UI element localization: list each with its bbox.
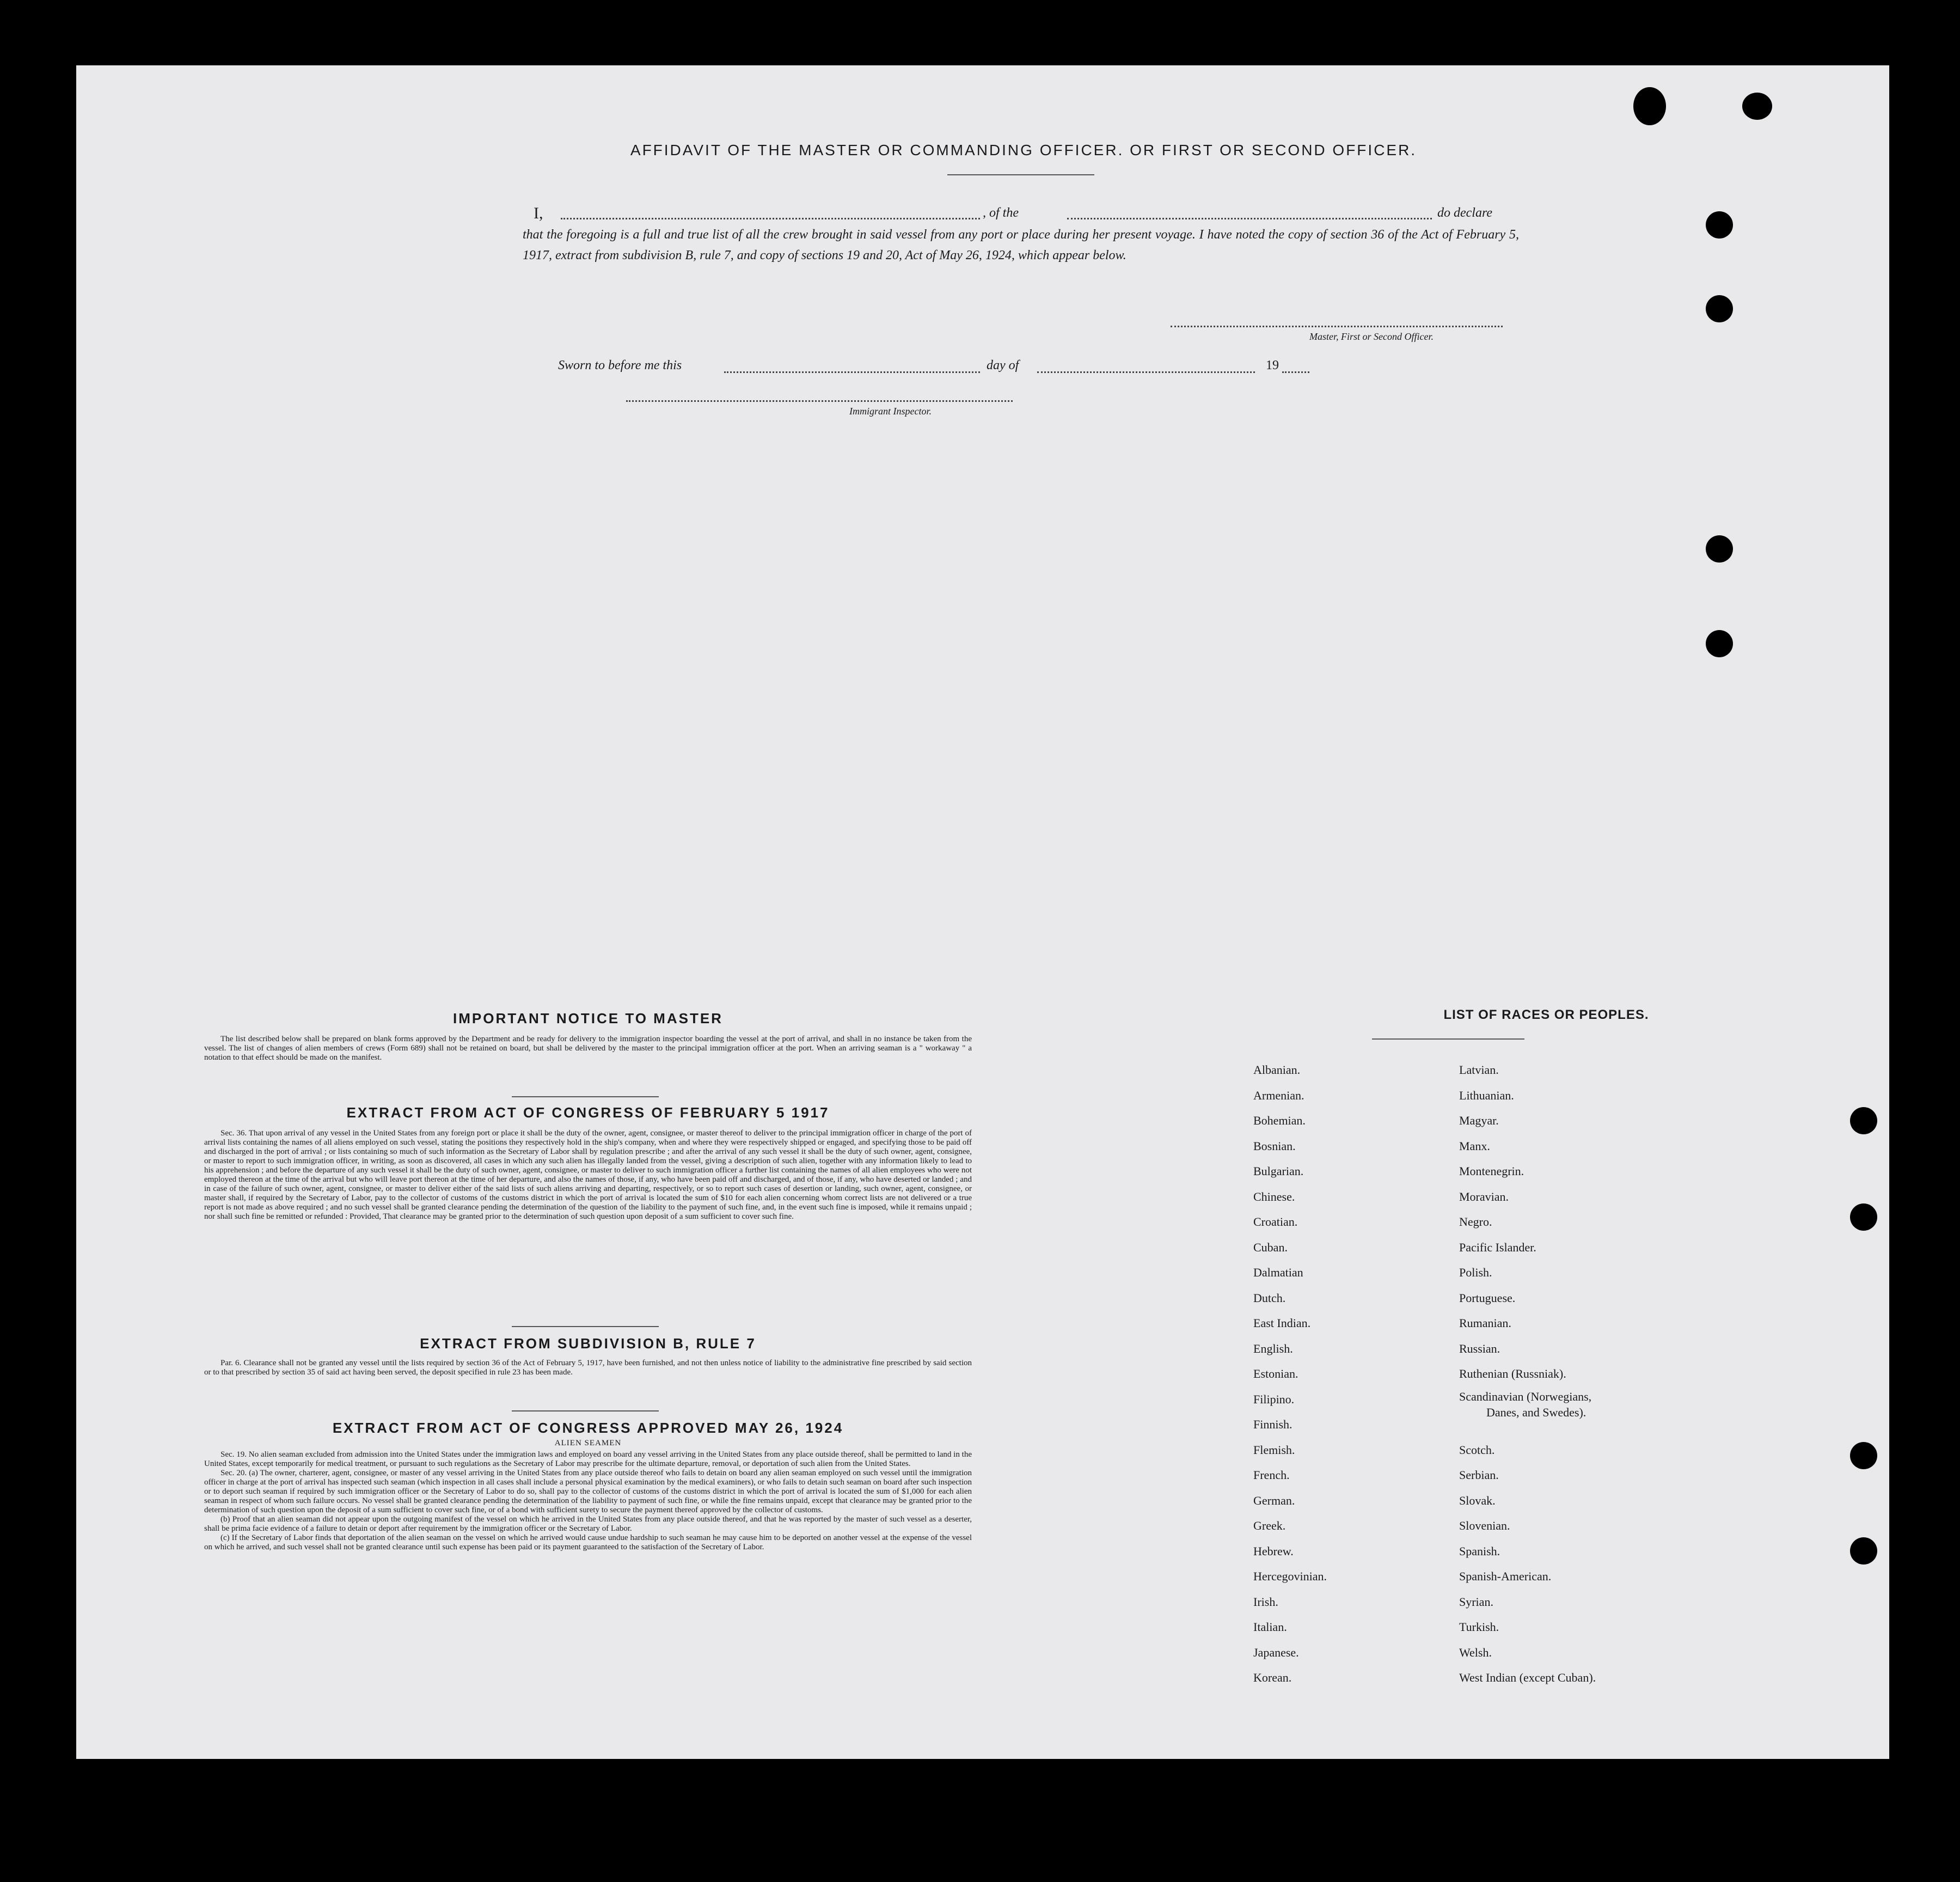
race-item-continuation: Danes, and Swedes). (1486, 1405, 1587, 1419)
race-item: Rumanian. (1459, 1316, 1511, 1330)
race-item: Montenegrin. (1459, 1164, 1524, 1178)
section-divider (512, 1326, 659, 1327)
race-item: Syrian. (1459, 1594, 1493, 1609)
race-item: Moravian. (1459, 1189, 1509, 1203)
sec19-text: Sec. 19. No alien seaman excluded from admission into the United States under the immigration laws and employed on board any vessel arriving in the United States from any place outside thereof, shall be permitted to land in the United States, except temporarily for medical treatment, or pursuant to such regulations as the Secretary of Labor may prescribe for the ultimate departure, removal, or deportation of such alien from the United States. (204, 1450, 972, 1468)
extract-1917-title: EXTRACT FROM ACT OF CONGRESS OF FEBRUARY 5 1917 (346, 1104, 830, 1121)
punch-hole (1742, 93, 1772, 120)
race-item: Dutch. (1253, 1291, 1286, 1305)
sworn-day-field[interactable] (724, 371, 980, 373)
race-item: French. (1253, 1468, 1290, 1482)
of-the-text: , of the (983, 206, 1019, 220)
notice-text: The list described below shall be prepared on blank forms approved by the Department and be ready for delivery to the immigration inspector boarding the vessel at the port of arrival, and shall in no instance be taken from the vessel. The list of changes of alien members of crews (Form 689) shall not be retained on board, but shall be delivered by the master to the principal immigration officer at the port. When an arriving seaman is a " workaway " a notation to that effect should be made on the manifest. (204, 1035, 972, 1062)
declarant-name-field[interactable] (561, 218, 980, 219)
race-item: Spanish-American. (1459, 1569, 1552, 1583)
race-item: West Indian (except Cuban). (1459, 1671, 1596, 1684)
race-item: Bosnian. (1253, 1139, 1296, 1153)
punch-hole (1850, 1537, 1877, 1565)
extract-rule7-section (204, 1335, 972, 1377)
race-item: Latvian. (1459, 1063, 1499, 1077)
extract-1917-text: Sec. 36. That upon arrival of any vessel in the United States from any foreign port or place it shall be the duty of the owner, agent, consignee, or master thereof to deliver to the principal immigration officer in charge of the port of arrival lists containing the names of all aliens employed on such vessel, stating the positions they respectively hold in the ship's company, when and where they were respectively shipped or engaged, and specifying those to be paid off and discharged in the port of arrival ; or lists containing so much of such information as the Secretary of Labor shall by regulation prescribe ; and after the arrival of any such vessel it shall be the duty of such owner, agent, consignee, or master to report to such immigration officer, in writing, as soon as discovered, all cases in which any such alien has illegally landed from the vessel, giving a description of such alien, together with any information likely to lead to his apprehension ; and before the departure of any such vessel it shall be the duty of such owner, agent, consignee, or master to deliver to such immigration officer a further list containing the names of all alien employees who were not employed thereon at the time of the arrival but who will leave port thereon at the time of her departure, and also the names of those, if any, who have been paid off and discharged, and of those, if any, who have deserted or landed ; and in case of the failure of such owner, agent, consignee, or master to deliver either of the said lists of such aliens arriving and departing, respectively, or so to report such cases of desertion or landing, such owner, agent, consignee, or master shall, if required by the Secretary of Labor, pay to the collector of customs of the customs district in which the port of arrival is located the sum of $10 for each alien concerning whom correct lists are not delivered or a true report is not made as above required ; and no such vessel shall be granted clearance pending the determination of the question of the liability to the payment of such fine, and, in the event such fine is imposed, while it remains unpaid ; nor shall such fine be remitted or refunded : Provided, That clearance may be granted prior to the determination of such question upon deposit of a sum sufficient to cover such fine. (204, 1129, 972, 1221)
race-item: Hebrew. (1253, 1544, 1294, 1558)
document-sheet (76, 65, 1889, 1759)
punch-hole (1850, 1107, 1877, 1134)
race-item: Slovak. (1459, 1493, 1496, 1507)
do-declare-text: do declare (1437, 206, 1493, 220)
race-item: Cuban. (1253, 1240, 1288, 1254)
race-item: Bulgarian. (1253, 1164, 1304, 1178)
affidavit-declaration-line (534, 204, 1519, 223)
race-item: Polish. (1459, 1266, 1492, 1279)
inspector-signature-field[interactable] (626, 400, 1013, 402)
punch-hole (1706, 535, 1733, 563)
race-item: Estonian. (1253, 1367, 1298, 1380)
race-item: Manx. (1459, 1139, 1490, 1153)
extract-1917-section (204, 1104, 972, 1221)
section-divider (512, 1410, 659, 1412)
punch-hole (1706, 630, 1733, 657)
notice-title: IMPORTANT NOTICE TO MASTER (453, 1010, 723, 1026)
race-item: Slovenian. (1459, 1519, 1510, 1532)
race-item: Serbian. (1459, 1468, 1499, 1482)
sec20b-text: (b) Proof that an alien seaman did not appear upon the outgoing manifest of the vessel on which he arrived in the United States from any place outside thereof, and that he was reported by the master of such vessel as a deserter, shall be prima facie evidence of a failure to detain or deport after requirement by the immigration officer or the Secretary of Labor. (204, 1515, 972, 1533)
declarant-prefix: I, (534, 204, 543, 222)
race-item: Spanish. (1459, 1544, 1500, 1558)
extract-1924-title: EXTRACT FROM ACT OF CONGRESS APPROVED MAY 26, 1924 (332, 1420, 844, 1436)
race-item: East Indian. (1253, 1316, 1311, 1330)
extract-rule7-title: EXTRACT FROM SUBDIVISION B, RULE 7 (420, 1335, 756, 1352)
race-item: Dalmatian (1253, 1266, 1303, 1279)
race-item: Turkish. (1459, 1620, 1499, 1634)
race-item: Scotch. (1459, 1443, 1495, 1457)
races-title-underline (1372, 1038, 1524, 1040)
race-item: Ruthenian (Russniak). (1459, 1367, 1566, 1380)
race-item: Lithuanian. (1459, 1088, 1514, 1102)
race-item: Albanian. (1253, 1063, 1301, 1077)
races-title: LIST OF RACES OR PEOPLES. (1443, 1007, 1649, 1022)
punch-hole (1706, 295, 1733, 322)
race-item: Portuguese. (1459, 1291, 1516, 1305)
sworn-month-field[interactable] (1037, 371, 1255, 373)
master-signature-field[interactable] (1171, 326, 1503, 327)
race-item: Welsh. (1459, 1645, 1492, 1659)
day-of-text: day of (987, 358, 1019, 372)
race-item: Greek. (1253, 1519, 1286, 1532)
race-item: Filipino. (1253, 1392, 1295, 1406)
race-item: Croatian. (1253, 1215, 1298, 1229)
race-item: Chinese. (1253, 1189, 1295, 1203)
extract-rule7-text: Par. 6. Clearance shall not be granted any vessel until the lists required by section 36 of the Act of February 5, 1917, have been furnished, and not then unless notice of liability to the administrative fine prescribed by said section or to that prescribed by section 35 of said act having been served, the deposit specified in rule 23 has been made. (204, 1359, 972, 1377)
inspector-signature-label: Immigrant Inspector. (849, 406, 932, 417)
race-item: Magyar. (1459, 1114, 1499, 1127)
race-item: Negro. (1459, 1215, 1492, 1229)
race-item: Scandinavian (Norwegians, (1459, 1389, 1592, 1403)
sworn-year-field[interactable] (1282, 371, 1309, 373)
race-item: Italian. (1253, 1620, 1287, 1634)
affidavit-body: that the foregoing is a full and true list of all the crew brought in said vessel from any port or place during her present voyage. I have noted the copy of section 36 of the Act of February 5, 1917, extract from subdivision B, rule 7, and copy of sections 19 and 20, Act of May 26, 1924, which appear below. (523, 228, 1519, 262)
punch-hole (1850, 1203, 1877, 1231)
extract-1924-subtitle: ALIEN SEAMEN (554, 1439, 622, 1447)
punch-hole (1706, 211, 1733, 239)
title-underline (947, 174, 1094, 175)
race-item: Pacific Islander. (1459, 1240, 1536, 1254)
race-item: Finnish. (1253, 1417, 1293, 1431)
master-signature-label: Master, First or Second Officer. (1309, 331, 1434, 342)
race-item: Bohemian. (1253, 1114, 1306, 1127)
affidavit-title: AFFIDAVIT OF THE MASTER OR COMMANDING OFFICER. OR FIRST OR SECOND OFFICER. (630, 142, 1417, 158)
race-item: Korean. (1253, 1671, 1292, 1684)
race-item: Flemish. (1253, 1443, 1295, 1457)
race-item: Japanese. (1253, 1645, 1299, 1659)
race-item: Hercegovinian. (1253, 1569, 1327, 1583)
race-item: German. (1253, 1493, 1295, 1507)
race-item: English. (1253, 1341, 1293, 1355)
extract-1924-section (204, 1420, 972, 1552)
sec20c-text: (c) If the Secretary of Labor finds that deportation of the alien seaman on the vessel on which he arrived would cause undue hardship to such seaman he may cause him to be deported on another vessel at the expense of the vessel on which he arrived, and such vessel shall not be granted clearance until such expense has been paid or its payment guaranteed to the satisfaction of the Secretary of Labor. (204, 1533, 972, 1551)
race-item: Irish. (1253, 1594, 1278, 1609)
races-column-2 (1459, 1058, 1596, 1691)
race-item: Russian. (1459, 1341, 1500, 1355)
year-prefix: 19 (1266, 358, 1279, 372)
punch-hole (1850, 1442, 1877, 1469)
races-column-1 (1253, 1058, 1327, 1691)
section-divider (512, 1096, 659, 1097)
sec20a-text: Sec. 20. (a) The owner, charterer, agent, consignee, or master of any vessel arriving in the United States from any place outside thereof who fails to detain on board any alien seaman employed on such vessel until the immigration officer in charge at the port of arrival has inspected such seaman (which inspection in all cases shall include a personal physical examination by the medical examiners), or who fails to detain such seaman on board after such inspection or to deport such seaman if required by such immigration officer or the Secretary of Labor to do so, shall pay to the collector of customs of the customs district in which the port of arrival is located the sum of $1,000 for each alien seaman in respect of whom such failure occurs. No vessel shall be granted clearance pending the determination of the liability to payment of such fine, or while the fine remains unpaid, except that clearance may be granted prior to the determination of such question upon the deposit of a sum sufficient to cover such fine, or of a bond with sufficient surety to secure the payment thereof approved by the collector of customs. (204, 1469, 972, 1514)
race-item: Armenian. (1253, 1088, 1304, 1102)
sworn-text: Sworn to before me this (558, 358, 682, 372)
vessel-name-field[interactable] (1067, 218, 1432, 219)
punch-hole (1633, 87, 1666, 125)
notice-section (204, 1010, 972, 1062)
